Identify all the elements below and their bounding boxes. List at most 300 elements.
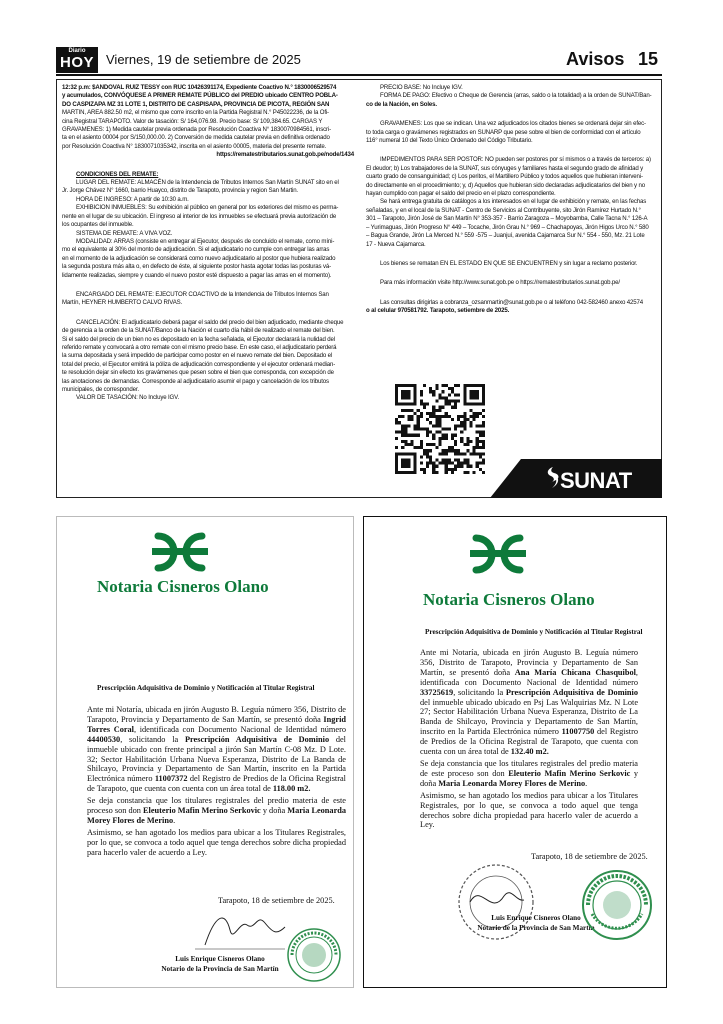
notice-heading: Prescripción Adquisitiva de Dominio y Notificación al Titular Registral — [425, 628, 643, 636]
qr-module — [448, 415, 451, 418]
imped-line: IMPEDIMENTOS PARA SER POSTOR: NO pueden ser postores por sí mismos o a través de terceros: a) — [380, 156, 651, 164]
qr-module — [404, 427, 407, 430]
qr-module — [463, 458, 466, 461]
qr-module — [395, 418, 398, 421]
qr-module — [457, 462, 460, 465]
qr-module — [426, 465, 429, 468]
qr-module — [442, 449, 445, 452]
qr-module — [460, 452, 463, 455]
qr-module — [429, 412, 432, 415]
qr-module — [411, 415, 414, 418]
sunat-right-column — [366, 84, 656, 316]
qr-module — [435, 458, 438, 461]
modal-line: mo el equivalente al 30% del monto de adjudicación. Si el adjudicatario no cumple con entregar las arras — [62, 246, 330, 254]
qr-code[interactable] — [395, 384, 485, 474]
qr-module — [473, 446, 476, 449]
qr-module — [423, 427, 426, 430]
sistema-line: SISTEMA DE REMATE: A VIVA VOZ. — [76, 229, 173, 237]
notice-paragraph-1: Ante mi Notaría, ubicada en jirón Augusto B. Leguía número 356, Distrito de Tarapoto, Provincia y Departamento de San Martín, se presentó doña Ana María Chicana Chasquibol, identificada con Documento Nacional de Identidad número 33725619, solicitando la Prescripción Adquisitiva de Dominio del inmueble ubicado ubicado en Psj Las Walquirias Mz. N Lote 27; Sector Habilitación Urbana Nueva Esperanza, Distrito de La Banda de Shilcayo, Provincia y Departamento de San Martín, inscrito en la Partida Electrónica número 11007750 del Registro de Predios de la Oficina Registral de Tarapoto, que cuenta con cuenta con un área total de 132.40 m2. — [420, 648, 638, 757]
qr-module — [482, 458, 485, 461]
qr-module — [432, 471, 435, 474]
intro-line: por Resolución Coactiva N° 1830071035342, inscrita en el asiento 00005, materia del presente remate. — [62, 142, 327, 150]
qr-module — [466, 437, 469, 440]
qr-module — [435, 384, 438, 387]
qr-module — [448, 458, 451, 461]
qr-module — [445, 400, 448, 403]
qr-module — [401, 415, 404, 418]
qr-module — [426, 449, 429, 452]
qr-module — [454, 393, 457, 396]
qr-module — [454, 427, 457, 430]
qr-module — [398, 431, 401, 434]
qr-module — [414, 427, 417, 430]
qr-module — [445, 452, 448, 455]
qr-module — [401, 409, 404, 412]
qr-module — [395, 431, 398, 434]
intro-line: ta en el asiento 00004 por S/150,000.00. 2) Conversión de medida cautelar previa en definitiva ordenado — [62, 134, 330, 142]
qr-module — [442, 415, 445, 418]
qr-module — [432, 443, 435, 446]
qr-module — [423, 403, 426, 406]
qr-module — [432, 406, 435, 409]
qr-module — [448, 400, 451, 403]
qr-module — [429, 458, 432, 461]
qr-module — [469, 440, 472, 443]
qr-module — [466, 471, 469, 474]
qr-module — [445, 415, 448, 418]
cancel-line: referido remate y convocará a otro remate con el mismo precio base. En este caso, el adjudicatario perderá — [62, 343, 337, 351]
qr-module — [426, 452, 429, 455]
grav-line: 116° numeral 10 del Texto Único Ordenado del Código Tributario. — [366, 137, 533, 145]
qr-module — [451, 400, 454, 403]
qr-module — [479, 440, 482, 443]
qr-module — [435, 465, 438, 468]
qr-module — [407, 443, 410, 446]
qr-module — [448, 449, 451, 452]
qr-module — [438, 462, 441, 465]
qr-module — [426, 455, 429, 458]
qr-module — [411, 443, 414, 446]
qr-module — [432, 462, 435, 465]
qr-module — [451, 468, 454, 471]
qr-module — [435, 418, 438, 421]
qr-module — [420, 427, 423, 430]
notice-body — [87, 705, 346, 860]
qr-module — [460, 424, 463, 427]
qr-module — [438, 409, 441, 412]
entrega-line: – Yurimaguas, Jirón Progreso N° 449 – Tocache, Jirón Grau N.° 969 – Chachapoyas, Jirón Higos Urco N.° 580 — [366, 223, 649, 231]
qr-module — [411, 434, 414, 437]
qr-module — [420, 455, 423, 458]
qr-module — [401, 431, 404, 434]
encargado-line: Martín, HEYNER HUMBERTO CALVO RIVAS. — [62, 299, 183, 307]
cancel-line: total del precio, el Ejecutor emitirá la póliza de adjudicación correspondiente y el ejecutor ordenará median- — [62, 360, 336, 368]
qr-module — [457, 384, 460, 387]
qr-module — [432, 412, 435, 415]
qr-module — [414, 434, 417, 437]
qr-module — [417, 409, 420, 412]
qr-module — [442, 462, 445, 465]
qr-module — [426, 418, 429, 421]
qr-module — [451, 462, 454, 465]
qr-module — [473, 418, 476, 421]
qr-module — [426, 443, 429, 446]
qr-module — [404, 424, 407, 427]
qr-module — [466, 418, 469, 421]
qr-module — [401, 427, 404, 430]
qr-module — [426, 427, 429, 430]
qr-module — [463, 427, 466, 430]
qr-module — [460, 415, 463, 418]
qr-module — [448, 462, 451, 465]
consultas-line: o al celular 970581792. Tarapoto, setiembre de 2025. — [366, 307, 510, 315]
hora-line: HORA DE INGRESO: A partir de 10:30 a.m. — [76, 195, 189, 203]
notice-date: Tarapoto, 18 de setiembre de 2025. — [531, 852, 648, 861]
qr-module — [404, 431, 407, 434]
qr-module — [404, 443, 407, 446]
qr-module — [438, 396, 441, 399]
qr-module — [482, 415, 485, 418]
imped-line: do directamente en el procedimiento; y, d) Aquellos que hubieran sido declaradas adjudicatarios del bien y no — [366, 181, 645, 189]
qr-module — [482, 462, 485, 465]
qr-module — [432, 393, 435, 396]
qr-module — [420, 443, 423, 446]
qr-module — [423, 471, 426, 474]
qr-module — [445, 412, 448, 415]
qr-module — [460, 421, 463, 424]
qr-module — [469, 424, 472, 427]
qr-module — [479, 431, 482, 434]
cancel-line: Si el saldo del precio de un bien no es depositado en la fecha señalada, el Ejecutor declarará la nulidad del — [62, 335, 335, 343]
qr-module — [460, 440, 463, 443]
qr-module — [479, 455, 482, 458]
entrega-line: – Bagua Grande, Jirón La Merced N.° 559 -575 – Juanjuí, avenida Cajamarca Sur N.° 554 - 550, Mz. 21 Lote — [366, 232, 645, 240]
qr-module — [429, 390, 432, 393]
qr-module — [451, 446, 454, 449]
qr-module — [445, 384, 448, 387]
qr-module — [442, 458, 445, 461]
qr-module — [432, 415, 435, 418]
qr-module — [476, 431, 479, 434]
forma-line: FORMA DE PAGO: Efectivo o Cheque de Gerencia (arras, saldo o la totalidad) a la orden de SUNAT/Ban- — [380, 92, 652, 100]
qr-module — [469, 452, 472, 455]
qr-module — [454, 406, 457, 409]
notice-paragraph-2: Se deja constancia que los titulares registrales del predio materia de este proceso son don Eleuterio Mafin Merino Serkovic y doña Maria Leonarda Morey Flores de Merino. — [420, 758, 638, 788]
header-date: Viernes, 19 de setiembre de 2025 — [106, 52, 301, 67]
notary-name: Luis Enrique Cisneros Olano — [491, 914, 581, 922]
qr-module — [476, 440, 479, 443]
qr-module — [407, 415, 410, 418]
page-number: 15 — [638, 49, 659, 69]
qr-module — [473, 452, 476, 455]
qr-module — [445, 434, 448, 437]
qr-module — [432, 424, 435, 427]
intro-line: y acumulados, CONVÓQUESE A PRIMER REMATE PÚBLICO del PREDIO ubicado CENTRO POBLA- — [62, 92, 338, 100]
qr-module — [407, 434, 410, 437]
qr-module — [438, 415, 441, 418]
qr-module — [482, 434, 485, 437]
qr-module — [454, 458, 457, 461]
qr-module — [423, 406, 426, 409]
notary-name: Luis Enrique Cisneros Olano — [175, 955, 265, 963]
qr-module — [423, 452, 426, 455]
qr-module — [454, 403, 457, 406]
qr-module — [463, 424, 466, 427]
qr-module — [420, 390, 423, 393]
qr-module — [435, 415, 438, 418]
header-rule — [56, 74, 662, 76]
lugar-line: Jr. Jorge Chávez N° 1660, barrio Huayco, distrito de Tarapoto, provincia y region San Martin. — [62, 187, 298, 195]
notice-body — [420, 648, 638, 832]
qr-module — [395, 421, 398, 424]
qr-module — [420, 400, 423, 403]
qr-module — [442, 434, 445, 437]
qr-module — [479, 424, 482, 427]
qr-module — [454, 400, 457, 403]
qr-module — [460, 465, 463, 468]
qr-module — [457, 418, 460, 421]
qr-module — [442, 406, 445, 409]
intro-line: GRAVAMENES: 1) Medida cautelar previa ordenada por Resolución Coactiva N° 1830070984561, inscri- — [62, 126, 331, 134]
exhib-line: nente en el lugar de su ubicación. El ingreso al interior de los inmuebles se efectuará previa autorización de — [62, 212, 337, 220]
qr-module — [476, 443, 479, 446]
qr-module — [482, 446, 485, 449]
qr-module — [454, 452, 457, 455]
cancel-line: de gerencia a la orden de la SUNAT/Banco de la Nación el cuarto día hábil de realizado el remate del bien. — [62, 327, 335, 335]
qr-module — [417, 415, 420, 418]
qr-module — [438, 421, 441, 424]
consultas-line: Las consultas dirigirlas a cobranza_ozsanmartin@sunat.gob.pe o al teléfono 042-582460 anexo 42574 — [380, 298, 643, 306]
qr-module — [401, 440, 404, 443]
encargado-line: ENCARGADO DEL REMATE: EJECUTOR COACTIVO de la Intendencia de Tributos Internos San — [76, 290, 329, 298]
intro-line: DO CASPIZAPA MZ 31 LOTE 1, DISTRITO DE CASPISAPA, PROVINCIA DE PICOTA, REGIÓN SAN — [62, 100, 330, 108]
qr-module — [435, 446, 438, 449]
qr-module — [463, 418, 466, 421]
notary-logo-icon — [466, 532, 530, 576]
qr-module — [451, 387, 454, 390]
qr-module — [438, 418, 441, 421]
notary-stamp-icon — [286, 927, 342, 983]
qr-module — [435, 431, 438, 434]
info-line[interactable]: Para más información visite http://www.sunat.gob.pe o https://rematestributarios.sunat.gob.pe/ — [380, 279, 620, 287]
remate-link[interactable]: https://rematestributarios.sunat.gob.pe/node/1434 — [216, 151, 354, 159]
qr-module — [448, 403, 451, 406]
qr-module — [411, 409, 414, 412]
qr-module — [445, 427, 448, 430]
qr-module — [432, 465, 435, 468]
modal-line: en el momento de la adjudicación se considerará como nuevo adjudicatario al postor que hubiera realizado — [62, 254, 336, 262]
notary-title: Notario de la Provincia de San Martín — [477, 923, 595, 932]
qr-module — [476, 415, 479, 418]
qr-module — [420, 393, 423, 396]
qr-module — [482, 471, 485, 474]
modal-line: MODALIDAD: ARRAS (consiste en entregar al Ejecutor, después de concluido el remate, como míni- — [76, 237, 335, 245]
cancel-line: las anotaciones de demandas. Corresponde al adjudicatario asumir el pago y cancelación de los tributos — [62, 377, 329, 385]
qr-module — [417, 424, 420, 427]
qr-module — [438, 431, 441, 434]
qr-module — [457, 465, 460, 468]
qr-module — [457, 458, 460, 461]
qr-module — [463, 421, 466, 424]
qr-module — [451, 390, 454, 393]
qr-module — [451, 471, 454, 474]
qr-module — [451, 406, 454, 409]
qr-module — [426, 434, 429, 437]
qr-module — [442, 437, 445, 440]
qr-module — [398, 421, 401, 424]
qr-module — [473, 412, 476, 415]
qr-module — [454, 465, 457, 468]
cancel-line: te resolución dejar sin efecto los gravámenes que pesen sobre el bien que corresponda, con excepción de — [62, 369, 334, 377]
qr-module — [473, 449, 476, 452]
qr-module — [423, 449, 426, 452]
intro-line: cina Registral TARAPOTO. Valor de tasación: S/ 164,076.98. Precio base: S/ 109,384.65. CARGAS Y — [62, 117, 323, 125]
qr-module — [476, 462, 479, 465]
qr-module — [466, 458, 469, 461]
qr-module — [398, 415, 401, 418]
qr-module — [479, 434, 482, 437]
qr-module — [460, 437, 463, 440]
qr-module — [448, 468, 451, 471]
qr-module — [401, 434, 404, 437]
entrega-line: señaladas, y en el local de la SUNAT - Centro de Servicios al Contribuyente, sito Jirón Ramírez Hurtado N.° — [366, 206, 641, 214]
qr-module — [420, 446, 423, 449]
qr-module — [454, 384, 457, 387]
signature-icon — [185, 905, 295, 955]
qr-module — [432, 409, 435, 412]
qr-module — [482, 421, 485, 424]
qr-module — [466, 462, 469, 465]
qr-module — [448, 387, 451, 390]
qr-module — [432, 468, 435, 471]
modal-line: la segunda postura más alta o, en defecto de éste, al siguiente postor hasta agotar todas las posturas vá- — [62, 263, 331, 271]
qr-module — [454, 434, 457, 437]
rematan-line: Los bienes se rematan EN EL ESTADO EN QUE SE ENCUENTREN y sin lugar a reclamo posterior. — [380, 259, 638, 267]
imped-line: cuarto grado de consanguinidad; c) Los peritos, el Martillero Público y todos aquellos que hubieran interveni- — [366, 173, 643, 181]
qr-module — [420, 403, 423, 406]
qr-module — [479, 446, 482, 449]
qr-module — [445, 458, 448, 461]
qr-module — [466, 443, 469, 446]
qr-module — [417, 427, 420, 430]
sunat-brand-text: SUNAT — [560, 468, 632, 493]
qr-module — [451, 449, 454, 452]
qr-module — [482, 424, 485, 427]
intro-line: 12:32 p.m: $ANDOVAL RUIZ TESSY con RUC 10426391174, Expediente Coactivo N.° 1830006529574 — [62, 84, 337, 91]
qr-module — [445, 403, 448, 406]
qr-module — [482, 452, 485, 455]
cancel-line: CANCELACIÓN: El adjudicatario deberá pagar el saldo del precio del bien adjudicado, mediante cheque — [76, 318, 344, 326]
qr-module — [442, 390, 445, 393]
qr-module — [435, 387, 438, 390]
qr-module — [429, 449, 432, 452]
qr-module — [445, 465, 448, 468]
qr-module — [482, 431, 485, 434]
qr-module — [463, 443, 466, 446]
qr-module — [476, 452, 479, 455]
qr-module — [426, 431, 429, 434]
qr-module — [435, 471, 438, 474]
qr-module — [435, 400, 438, 403]
sunat-left-column — [62, 84, 354, 403]
notary-brand-title: Notaria Cisneros Olano — [97, 577, 269, 596]
qr-module — [451, 437, 454, 440]
newspaper-logo — [56, 47, 98, 73]
qr-module — [435, 409, 438, 412]
qr-module — [429, 455, 432, 458]
qr-module — [429, 415, 432, 418]
qr-module — [479, 412, 482, 415]
qr-module — [401, 446, 404, 449]
qr-module — [466, 465, 469, 468]
qr-module — [445, 471, 448, 474]
qr-module — [411, 440, 414, 443]
qr-module — [445, 437, 448, 440]
notice-paragraph-3: Asimismo, se han agotado los medios para ubicar a los Titulares Registrales, por lo que, se convoca a todo aquel que tenga derechos sobre dicha propiedad para hacerlo valer de acuerdo a Ley. — [420, 790, 638, 830]
qr-module — [429, 431, 432, 434]
qr-module — [476, 412, 479, 415]
qr-module — [411, 418, 414, 421]
qr-module — [442, 427, 445, 430]
notice-paragraph-3: Asimismo, se han agotado los medios para ubicar a los Titulares Registrales, por lo que, se convoca a todo aquel que tenga derechos sobre dicha propiedad para hacerlo valer de acuerdo a Ley. — [87, 827, 346, 857]
qr-module — [417, 421, 420, 424]
qr-module — [395, 437, 398, 440]
qr-module — [438, 424, 441, 427]
qr-module — [451, 418, 454, 421]
qr-module — [438, 437, 441, 440]
qr-module — [463, 471, 466, 474]
notary-brand-title: Notaria Cisneros Olano — [423, 590, 595, 609]
qr-module — [482, 443, 485, 446]
qr-module — [426, 412, 429, 415]
qr-module — [445, 449, 448, 452]
qr-module — [438, 406, 441, 409]
qr-module — [438, 440, 441, 443]
qr-module — [438, 393, 441, 396]
notice-paragraph-2: Se deja constancia que los titulares registrales del predio materia de este proceso son don Eleuterio Mafin Merino Serkovic y doña Maria Leonarda Morey Flores de Merino. — [87, 796, 347, 825]
qr-module — [454, 449, 457, 452]
notary-signature-block — [134, 955, 306, 974]
qr-module — [457, 393, 460, 396]
qr-module — [469, 421, 472, 424]
qr-module — [476, 465, 479, 468]
qr-module — [432, 437, 435, 440]
qr-module — [404, 434, 407, 437]
notary-stamp-icon — [580, 868, 654, 942]
lugar-line: LUGAR DEL REMATE: ALMACÉN de la Intendencia de Tributos Internos San Martín SUNAT sito en el — [76, 179, 339, 187]
qr-module — [435, 424, 438, 427]
exhib-line: los ocupantes del inmueble. — [62, 221, 134, 229]
qr-module — [432, 390, 435, 393]
grav-line: to toda carga o gravámenes registrados en SUNARP que pese sobre el bien de conformidad con el artículo — [366, 128, 641, 136]
conditions-title: CONDICIONES DEL REMATE: — [76, 170, 159, 178]
qr-module — [457, 452, 460, 455]
imped-line: El deudor; b) Los trabajadores de la SUNAT, sus cónyuges y familiares hasta el segundo grado de afinidad y — [366, 164, 643, 172]
qr-module — [420, 468, 423, 471]
qr-module — [420, 440, 423, 443]
qr-module — [420, 412, 423, 415]
entrega-line: Se hará entrega gratuita de catálogos a los interesados en el lugar de exhibición y remate, en las fechas — [380, 198, 647, 206]
qr-module — [482, 440, 485, 443]
qr-module — [454, 440, 457, 443]
qr-module — [448, 427, 451, 430]
qr-module — [476, 437, 479, 440]
qr-module — [463, 412, 466, 415]
qr-module — [401, 424, 404, 427]
forma-line: co de la Nación, en Soles. — [366, 100, 437, 108]
imped-line: hayan cumplido con pagar el saldo del precio en el plazo correspondiente. — [366, 190, 556, 198]
qr-module — [442, 384, 445, 387]
